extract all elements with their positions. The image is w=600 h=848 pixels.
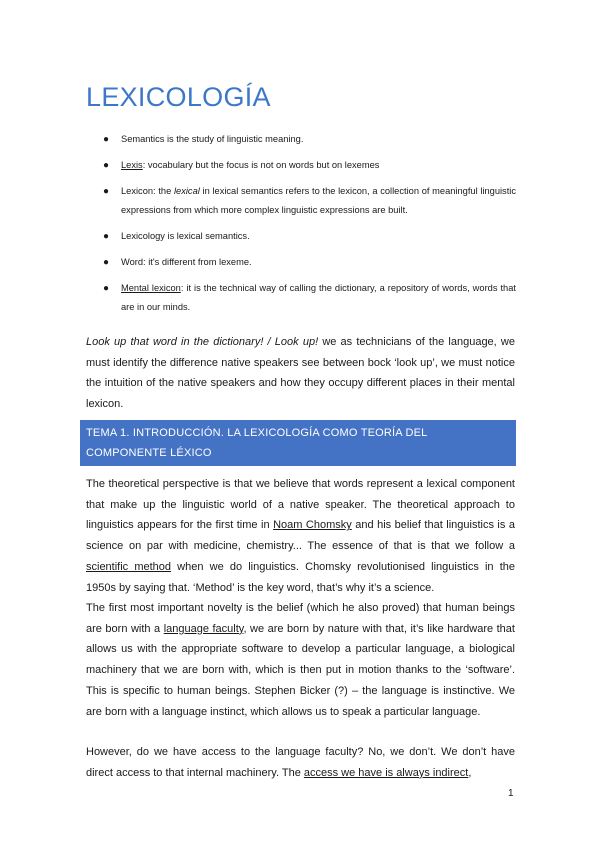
underlined-term: scientific method (86, 560, 172, 573)
bullet-icon: ● (103, 257, 110, 268)
paragraph-text: The theoretical perspective is that we believe that words represent a lexical component that make up the linguistic world of a native speaker. The theoretical approach to linguistics appears for the first time in (86, 478, 515, 532)
bullet-text: : it is the technical way of calling the dictionary, a repository of words, words that are in our minds. (121, 283, 516, 312)
paragraph-text: The first most important novelty is the belief (which he also proved) that human beings are born with a (86, 602, 515, 635)
intro-text: we as technicians of the language, we must identify the difference native speakers see between bock ‘look up’, we must notice the intuition of the native speakers and how they occupy different places in their mental lexicon. (86, 336, 515, 411)
bullet-term: Mental lexicon (121, 283, 181, 293)
list-item (86, 156, 516, 175)
list-item (86, 227, 516, 246)
bullet-icon: ● (103, 283, 110, 294)
bullet-list (86, 130, 516, 325)
bullet-text: in lexical semantics refers to the lexicon, a collection of meaningful linguistic expressions from which more complex linguistic expressions are built. (121, 186, 516, 215)
paragraph-text: , we are born by nature with that, it’s like hardware that allows us with the appropriate software to develop a particular language, a biological machinery that we are born with, which is then put in motion thanks to the ‘software’. This is specific to human beings. Stephen Bicker (?) – the language is instinctive. We are born with a language instinct, which allows us to speak a particular language. (86, 622, 515, 718)
list-item (86, 130, 516, 149)
paragraph-text: when we do linguistics. Chomsky revolutionised linguistics in the 1950s by saying that. ‘Method’ is the key word, that’s why it’s a science. (86, 560, 515, 594)
paragraph-text: However, do we have access to the language faculty? No, we don’t. We don’t have direct access to that internal machinery. The (86, 746, 515, 779)
intro-paragraph (86, 332, 515, 415)
bullet-term: Lexis (121, 160, 143, 170)
intro-emphasis: Look up that word in the dictionary! / Look up! (86, 336, 319, 348)
bullet-emphasis: lexical (173, 186, 200, 196)
list-item (86, 253, 516, 272)
paragraph-3 (86, 742, 515, 783)
page-title: LEXICOLOGÍA (86, 82, 271, 112)
underlined-term: access we have is always indirect (303, 766, 469, 779)
bullet-prefix: Lexicon: the (121, 186, 174, 196)
paragraph-text: , (468, 766, 472, 779)
bullet-icon: ● (103, 134, 110, 145)
page-number: 1 (508, 788, 514, 799)
paragraph-2 (86, 598, 515, 722)
list-item (86, 182, 516, 220)
paragraph-text: and his belief that linguistics is a science on par with medicine, chemistry... The essence of that is that we follow a (86, 519, 515, 553)
bullet-text: Word: it's different from lexeme. (121, 257, 252, 267)
underlined-term: language faculty (163, 622, 244, 635)
list-item (86, 279, 516, 317)
bullet-icon: ● (103, 160, 110, 171)
underlined-term: Noam Chomsky (273, 519, 352, 532)
bullet-text: Lexicology is lexical semantics. (121, 231, 250, 241)
bullet-text: Semantics is the study of linguistic meaning. (121, 134, 304, 144)
bullet-text: : vocabulary but the focus is not on words but on lexemes (142, 160, 380, 170)
paragraph-1 (86, 474, 515, 598)
section-heading: TEMA 1. INTRODUCCIÓN. LA LEXICOLOGÍA COMO TEORÍA DEL COMPONENTE LÉXICO (80, 420, 516, 466)
bullet-icon: ● (103, 186, 110, 197)
bullet-icon: ● (103, 231, 110, 242)
